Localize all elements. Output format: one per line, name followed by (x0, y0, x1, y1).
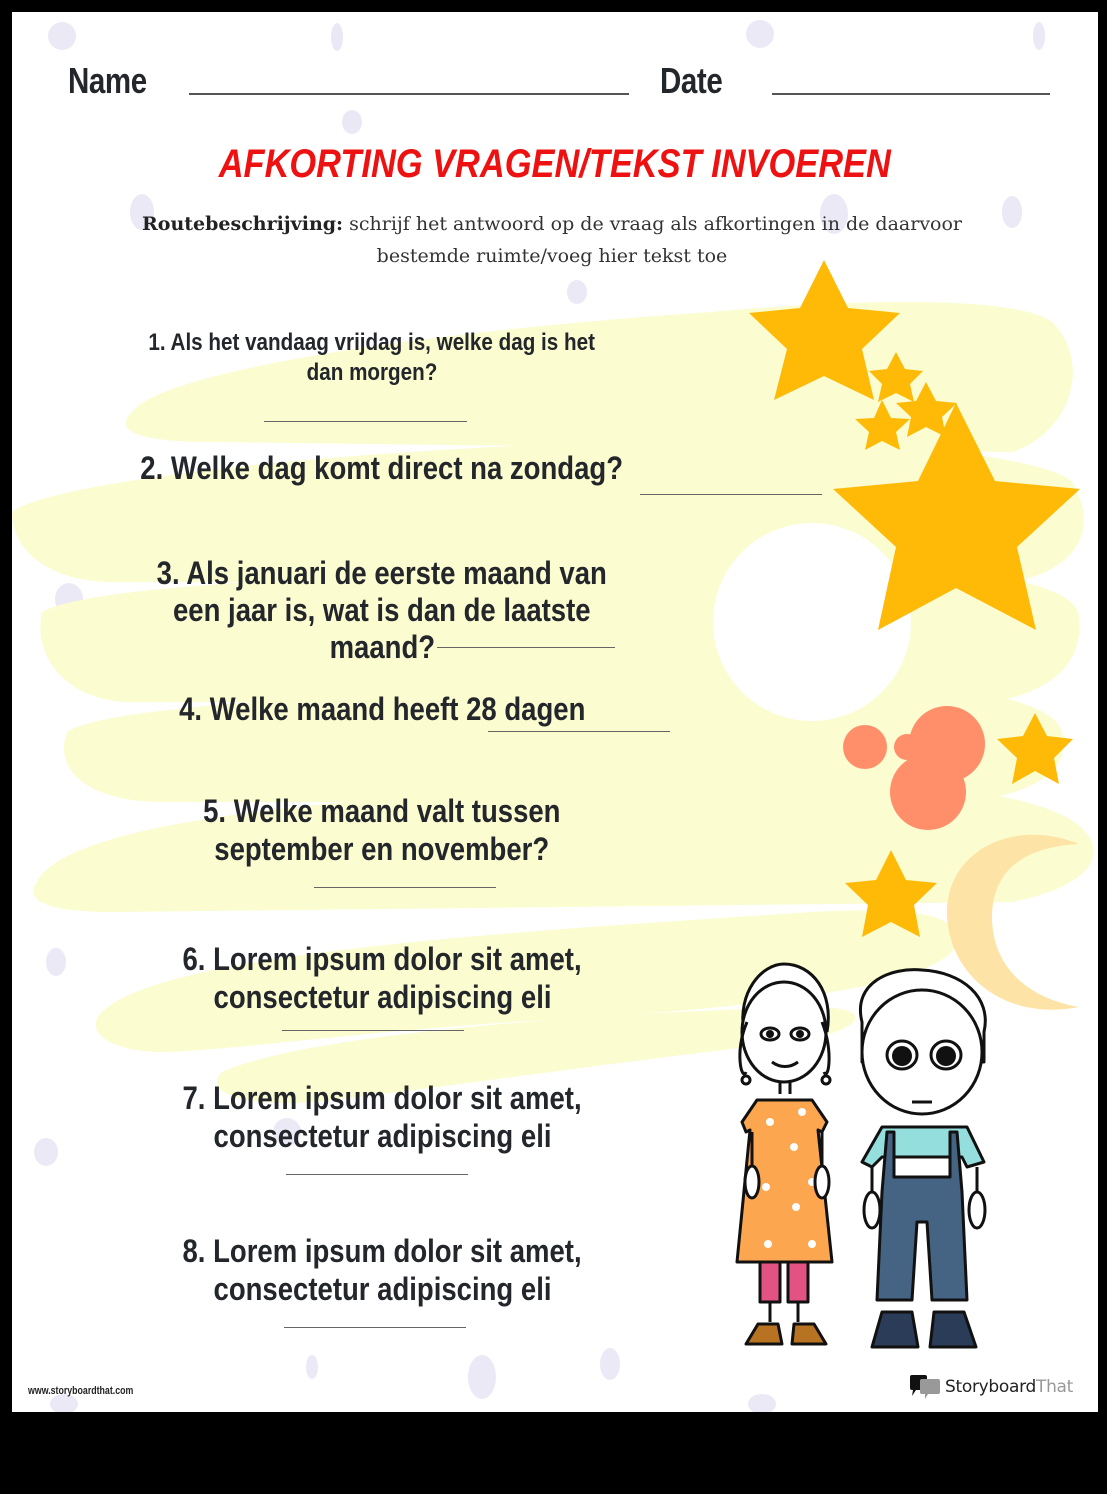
speech-bubbles-icon (908, 1374, 942, 1400)
answer-line-6[interactable] (282, 1030, 464, 1031)
children-illustration (722, 952, 1012, 1362)
date-label: Date (660, 60, 723, 101)
question-3: 3. Als januari de eerste maand van een jaar is, wat is dan de laatste maand? (156, 555, 608, 665)
worksheet-title: AFKORTING VRAGEN/TEKST INVOEREN (218, 142, 892, 186)
question-1: 1. Als het vandaag vrijdag is, welke dag is het dan morgen? (148, 329, 596, 386)
answer-line-4[interactable] (488, 731, 670, 732)
date-field[interactable] (772, 93, 1050, 95)
answer-line-3[interactable] (437, 647, 615, 648)
storyboardthat-logo (908, 1374, 1073, 1400)
girl-figure (737, 964, 832, 1344)
answer-line-8[interactable] (284, 1327, 466, 1328)
directions-text-line1: schrijf het antwoord op de vraag als afkortingen in de daarvoor (343, 213, 963, 235)
directions (52, 208, 1052, 272)
question-4: 4. Welke maand heeft 28 dagen (178, 691, 586, 727)
logo-text-light: That (1036, 1377, 1074, 1397)
boy-figure (860, 970, 985, 1347)
name-field[interactable] (189, 93, 629, 95)
answer-line-5[interactable] (314, 887, 496, 888)
answer-line-1[interactable] (264, 421, 467, 422)
question-5: 5. Welke maand valt tussen september en november? (203, 793, 561, 867)
directions-label: Routebeschrijving: (141, 213, 344, 235)
question-2: 2. Welke dag komt direct na zondag? (140, 450, 624, 486)
logo-text-bold: Storyboard (945, 1377, 1036, 1397)
footer-url[interactable]: www.storyboardthat.com (28, 1385, 134, 1397)
answer-line-7[interactable] (286, 1174, 468, 1175)
question-7: 7. Lorem ipsum dolor sit amet, consectetur adipiscing eli (182, 1080, 582, 1154)
name-label: Name (68, 60, 147, 101)
directions-text-line2: bestemde ruimte/voeg hier tekst toe (376, 245, 728, 267)
question-6: 6. Lorem ipsum dolor sit amet, consectetur adipiscing eli (182, 941, 582, 1015)
worksheet-page (12, 12, 1098, 1412)
answer-line-2[interactable] (640, 494, 822, 495)
question-8: 8. Lorem ipsum dolor sit amet, consectetur adipiscing eli (182, 1233, 582, 1307)
